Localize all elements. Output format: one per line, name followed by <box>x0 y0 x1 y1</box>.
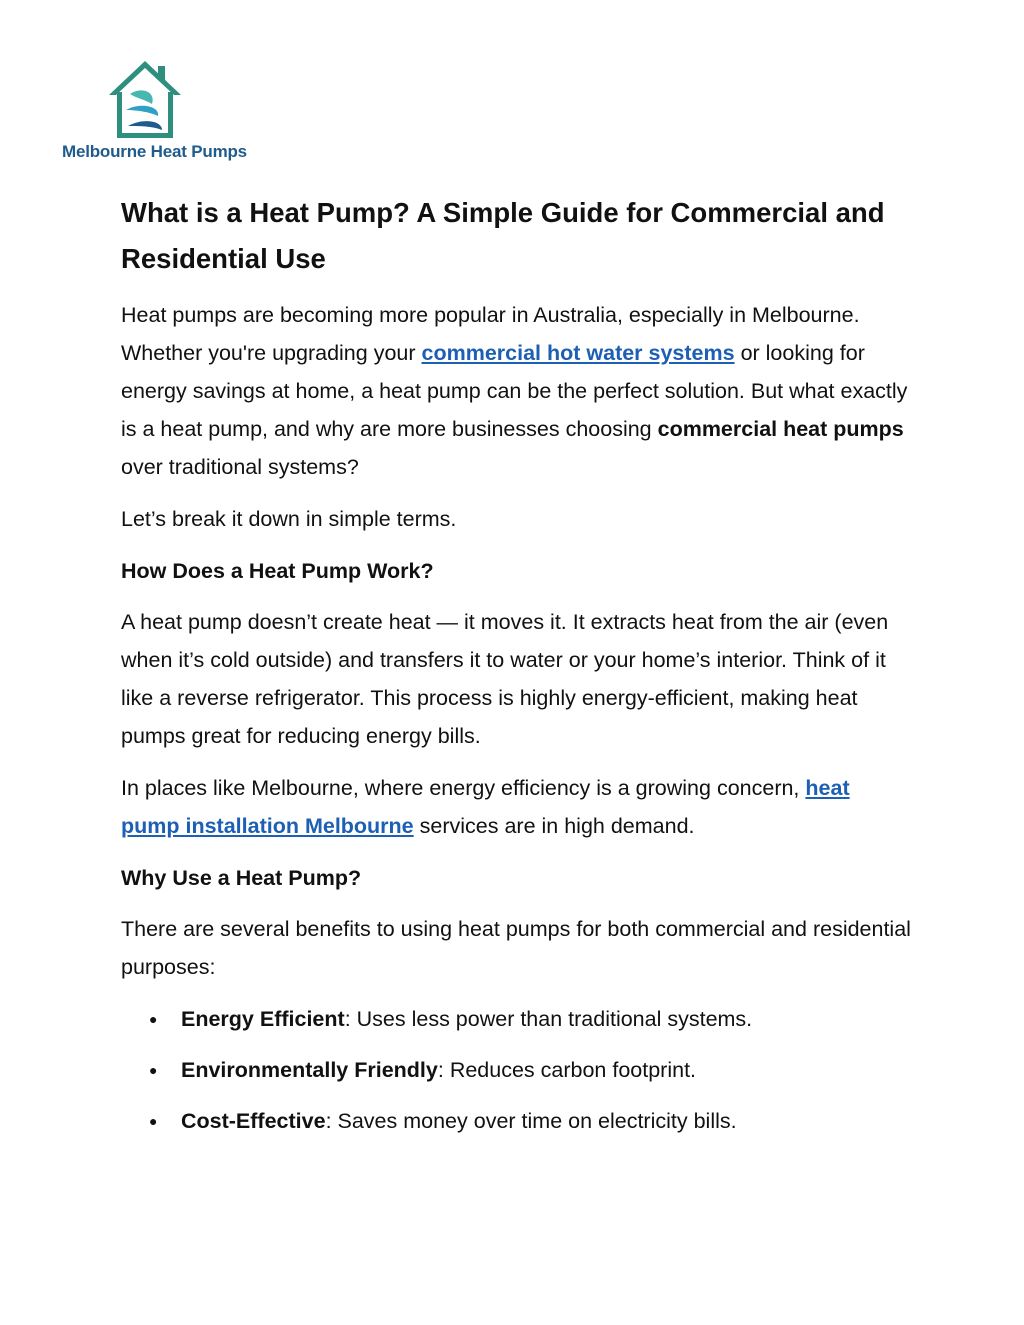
commercial-hot-water-link[interactable]: commercial hot water systems <box>421 341 735 365</box>
benefit-title: Cost-Effective <box>181 1109 326 1133</box>
benefit-title: Energy Efficient <box>181 1007 345 1031</box>
intro-text-3: over traditional systems? <box>121 455 359 479</box>
melbourne-text-1: In places like Melbourne, where energy efficiency is a growing concern, <box>121 776 806 800</box>
benefit-desc: : Saves money over time on electricity bills. <box>325 1109 737 1133</box>
intro-paragraph <box>121 296 911 486</box>
melbourne-text-2: services are in high demand. <box>413 814 695 838</box>
brand-logo <box>62 58 247 168</box>
house-logo-icon <box>106 58 184 140</box>
breakdown-paragraph: Let’s break it down in simple terms. <box>121 507 457 531</box>
bullet-icon: ● <box>149 1062 158 1078</box>
intro-text-1: Heat pumps are becoming more popular in Australia, especially in Melbourne. Whether you're upgrading your <box>121 303 860 365</box>
heat-pump-installation-link[interactable]: heat pump installation Melbourne <box>121 776 850 838</box>
logo-text: Melbourne Heat Pumps <box>62 142 247 161</box>
benefit-title: Environmentally Friendly <box>181 1058 438 1082</box>
page-title: What is a Heat Pump? A Simple Guide for Commercial and Residential Use <box>121 197 885 274</box>
intro-bold: commercial heat pumps <box>657 417 904 441</box>
benefit-desc: : Reduces carbon footprint. <box>437 1058 697 1082</box>
bullet-icon: ● <box>149 1011 158 1027</box>
intro-text-2: or looking for energy savings at home, a heat pump can be the perfect solution. But what exactly is a heat pump, and why are more businesses choosing <box>121 341 908 441</box>
section-heading-how: How Does a Heat Pump Work? <box>121 559 434 583</box>
melbourne-paragraph <box>121 769 911 845</box>
benefit-desc: : Uses less power than traditional systems. <box>344 1007 753 1031</box>
bullet-icon: ● <box>149 1113 158 1129</box>
section-heading-why: Why Use a Heat Pump? <box>121 866 362 890</box>
how-paragraph: A heat pump doesn’t create heat — it moves it. It extracts heat from the air (even when it’s cold outside) and transfers it to water or your home’s interior. Think of it like a reverse refrigerator. This process is highly energy-efficient, making heat pumps great for reducing energy bills. <box>121 610 889 748</box>
list-item <box>149 1102 911 1140</box>
article <box>121 190 911 1153</box>
why-paragraph: There are several benefits to using heat pumps for both commercial and residential purposes: <box>121 917 911 979</box>
list-item <box>149 1000 911 1038</box>
list-item <box>149 1051 911 1089</box>
benefits-list <box>121 1000 911 1140</box>
